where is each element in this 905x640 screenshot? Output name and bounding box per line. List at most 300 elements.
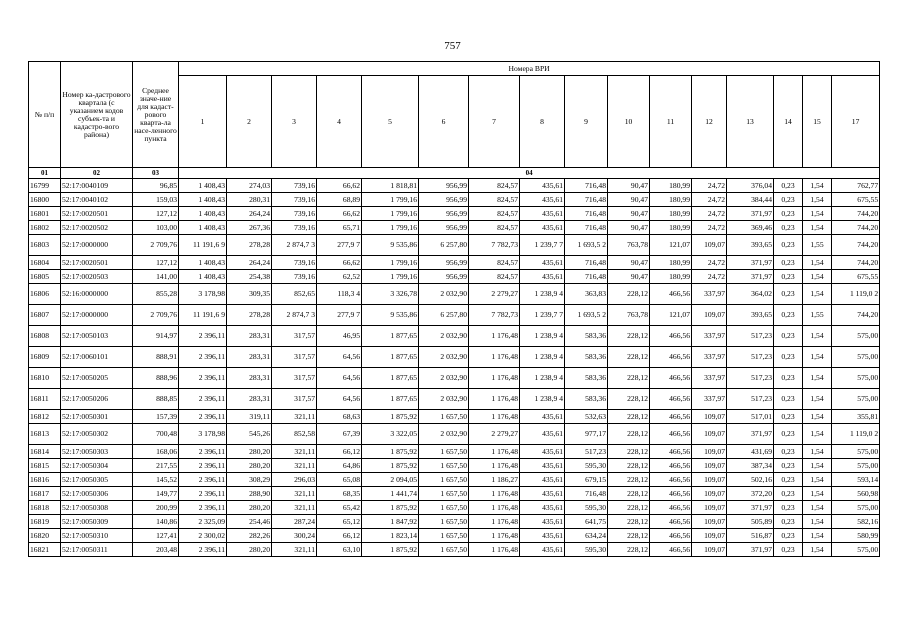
vri-value-10: 90,47 [608,256,650,270]
cadastral-quarter-number: 52:17:0050306 [61,487,133,501]
average-value: 127,41 [133,529,179,543]
vri-value-14: 0,23 [774,410,803,424]
vri-value-2: 283,31 [227,347,272,368]
average-value: 888,91 [133,347,179,368]
row-number: 16811 [29,389,61,410]
vri-value-12: 337,97 [692,389,727,410]
vri-value-15: 1,54 [803,424,832,445]
vri-value-11: 466,56 [650,501,692,515]
average-value: 217,55 [133,459,179,473]
vri-value-13: 384,44 [727,193,774,207]
vri-value-1: 11 191,6 9 [179,305,227,326]
vri-value-10: 90,47 [608,179,650,193]
vri-value-17: 744,20 [832,256,880,270]
vri-value-11: 180,99 [650,193,692,207]
vri-value-5: 1 875,92 [362,445,419,459]
vri-value-1: 2 396,11 [179,389,227,410]
cadastral-quarter-number: 52:17:0020501 [61,207,133,221]
vri-value-7: 1 176,48 [469,368,520,389]
vri-value-12: 109,07 [692,410,727,424]
header-vri-12: 12 [692,76,727,168]
vri-value-8: 435,61 [520,543,565,557]
vri-value-3: 321,11 [272,543,317,557]
vri-value-1: 1 408,43 [179,270,227,284]
vri-value-3: 852,65 [272,284,317,305]
vri-value-3: 321,11 [272,445,317,459]
average-value: 149,77 [133,487,179,501]
vri-value-9: 679,15 [565,473,608,487]
table-row [29,347,880,368]
vri-value-7: 1 186,27 [469,473,520,487]
vri-value-15: 1,54 [803,445,832,459]
vri-value-15: 1,54 [803,459,832,473]
table-row [29,368,880,389]
vri-value-4: 66,62 [317,256,362,270]
vri-value-10: 90,47 [608,221,650,235]
vri-value-14: 0,23 [774,221,803,235]
row-number: 16809 [29,347,61,368]
vri-value-17: 575,00 [832,347,880,368]
vri-value-12: 109,07 [692,424,727,445]
vri-value-3: 321,11 [272,487,317,501]
vri-value-14: 0,23 [774,326,803,347]
vri-value-11: 180,99 [650,256,692,270]
vri-value-2: 280,20 [227,501,272,515]
vri-value-17: 575,00 [832,389,880,410]
vri-value-15: 1,54 [803,284,832,305]
header-vri-17: 17 [832,76,880,168]
average-value: 700,48 [133,424,179,445]
vri-value-14: 0,23 [774,389,803,410]
cadastral-quarter-number: 52:17:0040102 [61,193,133,207]
vri-value-17: 355,81 [832,410,880,424]
vri-value-3: 739,16 [272,221,317,235]
vri-value-2: 283,31 [227,368,272,389]
vri-value-13: 393,65 [727,305,774,326]
vri-value-15: 1,54 [803,347,832,368]
vri-value-15: 1,54 [803,529,832,543]
vri-value-3: 739,16 [272,256,317,270]
table-row [29,501,880,515]
vri-value-14: 0,23 [774,270,803,284]
row-number: 16818 [29,501,61,515]
vri-value-3: 739,16 [272,179,317,193]
vri-value-8: 435,61 [520,207,565,221]
vri-value-10: 228,12 [608,424,650,445]
vri-value-11: 466,56 [650,543,692,557]
cadastral-quarter-number: 52:17:0050305 [61,473,133,487]
vri-value-4: 65,08 [317,473,362,487]
vri-value-8: 435,61 [520,529,565,543]
average-value: 145,52 [133,473,179,487]
table-row [29,515,880,529]
vri-value-8: 1 239,7 7 [520,235,565,256]
row-number: 16816 [29,473,61,487]
vri-value-3: 739,16 [272,207,317,221]
vri-value-2: 278,28 [227,305,272,326]
vri-value-2: 319,11 [227,410,272,424]
vri-value-17: 744,20 [832,235,880,256]
cadastral-quarter-number: 52:17:0050205 [61,368,133,389]
vri-value-13: 517,01 [727,410,774,424]
vri-value-4: 62,52 [317,270,362,284]
vri-value-9: 716,48 [565,179,608,193]
vri-value-1: 11 191,6 9 [179,235,227,256]
average-value: 914,97 [133,326,179,347]
vri-value-2: 280,31 [227,193,272,207]
vri-value-14: 0,23 [774,179,803,193]
vri-value-6: 1 657,50 [419,459,469,473]
row-number: 16812 [29,410,61,424]
vri-value-7: 824,57 [469,207,520,221]
vri-value-15: 1,54 [803,389,832,410]
vri-value-13: 517,23 [727,347,774,368]
vri-value-7: 1 176,48 [469,459,520,473]
vri-value-12: 24,72 [692,256,727,270]
vri-value-13: 517,23 [727,389,774,410]
vri-value-7: 1 176,48 [469,347,520,368]
vri-value-3: 739,16 [272,270,317,284]
cadastral-quarter-number: 52:17:0020501 [61,256,133,270]
vri-value-12: 337,97 [692,347,727,368]
vri-value-1: 1 408,43 [179,207,227,221]
vri-value-10: 228,12 [608,459,650,473]
vri-value-12: 109,07 [692,235,727,256]
vri-value-11: 180,99 [650,179,692,193]
vri-value-3: 317,57 [272,368,317,389]
vri-value-2: 264,24 [227,256,272,270]
vri-value-11: 466,56 [650,424,692,445]
vri-value-14: 0,23 [774,459,803,473]
vri-value-15: 1,54 [803,515,832,529]
vri-value-14: 0,23 [774,473,803,487]
average-value: 855,28 [133,284,179,305]
vri-value-3: 300,24 [272,529,317,543]
vri-value-2: 283,31 [227,389,272,410]
vri-value-11: 466,56 [650,487,692,501]
vri-value-1: 1 408,43 [179,221,227,235]
row-number: 16813 [29,424,61,445]
vri-value-10: 228,12 [608,515,650,529]
vri-value-10: 763,78 [608,235,650,256]
vri-value-2: 282,26 [227,529,272,543]
cadastral-quarter-number: 52:17:0050304 [61,459,133,473]
vri-value-5: 1 875,92 [362,543,419,557]
vri-value-15: 1,54 [803,473,832,487]
vri-value-9: 595,30 [565,459,608,473]
vri-value-2: 280,20 [227,543,272,557]
vri-value-12: 24,72 [692,207,727,221]
vri-value-13: 517,23 [727,368,774,389]
vri-value-9: 583,36 [565,368,608,389]
vri-value-1: 1 408,43 [179,193,227,207]
vri-value-8: 435,61 [520,193,565,207]
vri-value-10: 228,12 [608,389,650,410]
vri-value-10: 228,12 [608,326,650,347]
vri-value-4: 66,62 [317,207,362,221]
vri-value-2: 308,29 [227,473,272,487]
vri-value-13: 387,34 [727,459,774,473]
vri-value-5: 1 799,16 [362,270,419,284]
vri-value-4: 68,63 [317,410,362,424]
vri-value-11: 180,99 [650,270,692,284]
vri-value-2: 278,28 [227,235,272,256]
vri-value-6: 956,99 [419,179,469,193]
header-vri-5: 5 [362,76,419,168]
vri-value-9: 595,30 [565,543,608,557]
row-number: 16807 [29,305,61,326]
vri-value-9: 595,30 [565,501,608,515]
vri-value-1: 1 408,43 [179,256,227,270]
vri-value-12: 24,72 [692,193,727,207]
vri-value-8: 1 239,7 7 [520,305,565,326]
vri-value-14: 0,23 [774,445,803,459]
vri-value-6: 6 257,80 [419,235,469,256]
vri-value-2: 545,26 [227,424,272,445]
vri-value-12: 24,72 [692,270,727,284]
vri-value-9: 641,75 [565,515,608,529]
vri-value-17: 575,00 [832,501,880,515]
header-vri-7: 7 [469,76,520,168]
table-row [29,193,880,207]
average-value: 141,00 [133,270,179,284]
vri-value-11: 180,99 [650,221,692,235]
header-vri-2: 2 [227,76,272,168]
vri-value-14: 0,23 [774,529,803,543]
vri-value-7: 7 782,73 [469,305,520,326]
vri-value-5: 1 877,65 [362,368,419,389]
vri-value-15: 1,54 [803,207,832,221]
vri-value-12: 337,97 [692,284,727,305]
header-vri-11: 11 [650,76,692,168]
vri-value-15: 1,54 [803,410,832,424]
vri-value-17: 744,20 [832,221,880,235]
row-number: 16806 [29,284,61,305]
vri-value-17: 575,00 [832,368,880,389]
vri-value-6: 2 032,90 [419,326,469,347]
header-cadastral-quarter: Номер ка-дастрового квартала (с указанием кодов субъек-та и кадастро-вого района) [61,62,133,168]
vri-value-5: 1 441,74 [362,487,419,501]
vri-value-13: 371,97 [727,543,774,557]
vri-value-4: 66,12 [317,529,362,543]
vri-value-4: 277,9 7 [317,235,362,256]
vri-value-6: 956,99 [419,207,469,221]
vri-value-8: 435,61 [520,473,565,487]
vri-value-15: 1,54 [803,270,832,284]
average-value: 140,86 [133,515,179,529]
table-body [29,179,880,557]
vri-value-5: 1 799,16 [362,221,419,235]
vri-value-17: 762,77 [832,179,880,193]
vri-value-12: 109,07 [692,515,727,529]
vri-value-14: 0,23 [774,256,803,270]
vri-value-7: 1 176,48 [469,410,520,424]
vri-value-13: 364,02 [727,284,774,305]
average-value: 159,03 [133,193,179,207]
vri-value-2: 288,90 [227,487,272,501]
vri-value-5: 9 535,86 [362,305,419,326]
row-number: 16815 [29,459,61,473]
vri-value-3: 317,57 [272,347,317,368]
header-vri-15: 15 [803,76,832,168]
vri-value-8: 435,61 [520,459,565,473]
vri-value-5: 1 875,92 [362,501,419,515]
vri-value-9: 634,24 [565,529,608,543]
vri-value-11: 180,99 [650,207,692,221]
cadastral-quarter-number: 52:17:0020503 [61,270,133,284]
table-row [29,326,880,347]
vri-value-7: 824,57 [469,256,520,270]
vri-value-12: 109,07 [692,473,727,487]
table-row [29,256,880,270]
vri-value-6: 2 032,90 [419,389,469,410]
vri-value-10: 90,47 [608,270,650,284]
vri-value-10: 228,12 [608,529,650,543]
vri-value-4: 67,39 [317,424,362,445]
vri-value-3: 321,11 [272,410,317,424]
row-number: 16810 [29,368,61,389]
vri-value-13: 369,46 [727,221,774,235]
table-row [29,270,880,284]
vri-value-17: 675,55 [832,270,880,284]
table-row [29,284,880,305]
vri-value-6: 1 657,50 [419,473,469,487]
vri-value-13: 502,16 [727,473,774,487]
row-number: 16808 [29,326,61,347]
vri-value-12: 109,07 [692,305,727,326]
row-number: 16820 [29,529,61,543]
table-row [29,221,880,235]
header-vri-14: 14 [774,76,803,168]
vri-value-11: 466,56 [650,389,692,410]
vri-value-5: 1 799,16 [362,207,419,221]
vri-value-17: 1 119,0 2 [832,284,880,305]
vri-value-9: 583,36 [565,389,608,410]
cadastral-quarter-number: 52:17:0050311 [61,543,133,557]
vri-value-17: 560,98 [832,487,880,501]
vri-value-15: 1,54 [803,543,832,557]
vri-value-1: 2 396,11 [179,459,227,473]
average-value: 96,85 [133,179,179,193]
vri-value-6: 1 657,50 [419,515,469,529]
vri-value-8: 435,61 [520,515,565,529]
page-number: 757 [444,40,461,52]
vri-value-8: 435,61 [520,445,565,459]
vri-value-10: 228,12 [608,410,650,424]
vri-value-7: 1 176,48 [469,543,520,557]
vri-value-7: 824,57 [469,270,520,284]
vri-value-4: 64,86 [317,459,362,473]
vri-value-7: 1 176,48 [469,389,520,410]
vri-value-4: 64,56 [317,347,362,368]
header-vri-3: 3 [272,76,317,168]
table-row [29,424,880,445]
vri-value-7: 2 279,27 [469,424,520,445]
vri-value-6: 2 032,90 [419,368,469,389]
vri-value-3: 321,11 [272,501,317,515]
vri-value-15: 1,54 [803,256,832,270]
vri-value-11: 466,56 [650,445,692,459]
vri-value-8: 1 238,9 4 [520,347,565,368]
vri-value-14: 0,23 [774,424,803,445]
header-vri-4: 4 [317,76,362,168]
vri-value-13: 371,97 [727,424,774,445]
row-number: 16801 [29,207,61,221]
vri-value-4: 46,95 [317,326,362,347]
vri-value-5: 1 818,81 [362,179,419,193]
vri-value-15: 1,54 [803,501,832,515]
vri-value-15: 1,54 [803,326,832,347]
header-vri-10: 10 [608,76,650,168]
vri-value-13: 371,97 [727,207,774,221]
vri-value-9: 716,48 [565,256,608,270]
vri-value-4: 65,71 [317,221,362,235]
vri-value-11: 466,56 [650,515,692,529]
vri-value-1: 2 300,02 [179,529,227,543]
vri-value-8: 1 238,9 4 [520,284,565,305]
vri-value-9: 716,48 [565,193,608,207]
vri-value-5: 1 847,92 [362,515,419,529]
vri-value-14: 0,23 [774,305,803,326]
vri-value-12: 109,07 [692,501,727,515]
vri-value-11: 466,56 [650,529,692,543]
vri-value-15: 1,55 [803,235,832,256]
code-01: 01 [29,168,61,179]
vri-value-9: 716,48 [565,487,608,501]
vri-value-11: 121,07 [650,305,692,326]
vri-value-10: 228,12 [608,445,650,459]
vri-value-9: 716,48 [565,221,608,235]
vri-value-1: 2 396,11 [179,445,227,459]
header-vri-group: Номера ВРИ [179,62,880,76]
vri-value-7: 7 782,73 [469,235,520,256]
cadastral-quarter-number: 52:17:0020502 [61,221,133,235]
average-value: 888,85 [133,389,179,410]
vri-value-7: 1 176,48 [469,487,520,501]
vri-value-8: 1 238,9 4 [520,389,565,410]
vri-value-6: 1 657,50 [419,501,469,515]
vri-value-7: 824,57 [469,221,520,235]
vri-value-10: 228,12 [608,347,650,368]
vri-value-17: 744,20 [832,207,880,221]
vri-value-4: 118,3 4 [317,284,362,305]
vri-value-9: 716,48 [565,270,608,284]
vri-value-4: 64,56 [317,389,362,410]
vri-value-8: 435,61 [520,501,565,515]
table-row [29,235,880,256]
code-03: 03 [133,168,179,179]
vri-value-6: 1 657,50 [419,445,469,459]
vri-value-13: 393,65 [727,235,774,256]
vri-value-1: 2 396,11 [179,347,227,368]
vri-value-2: 274,03 [227,179,272,193]
cadastral-quarter-number: 52:17:0050309 [61,515,133,529]
vri-value-11: 466,56 [650,459,692,473]
vri-value-9: 517,23 [565,445,608,459]
vri-value-11: 466,56 [650,473,692,487]
vri-value-11: 466,56 [650,368,692,389]
vri-value-14: 0,23 [774,487,803,501]
vri-value-5: 1 799,16 [362,256,419,270]
vri-value-8: 435,61 [520,256,565,270]
vri-value-3: 852,58 [272,424,317,445]
vri-value-15: 1,55 [803,305,832,326]
vri-value-9: 583,36 [565,326,608,347]
row-number: 16805 [29,270,61,284]
vri-value-8: 1 238,9 4 [520,368,565,389]
vri-value-3: 2 874,7 3 [272,305,317,326]
cadastral-quarter-number: 52:17:0040109 [61,179,133,193]
